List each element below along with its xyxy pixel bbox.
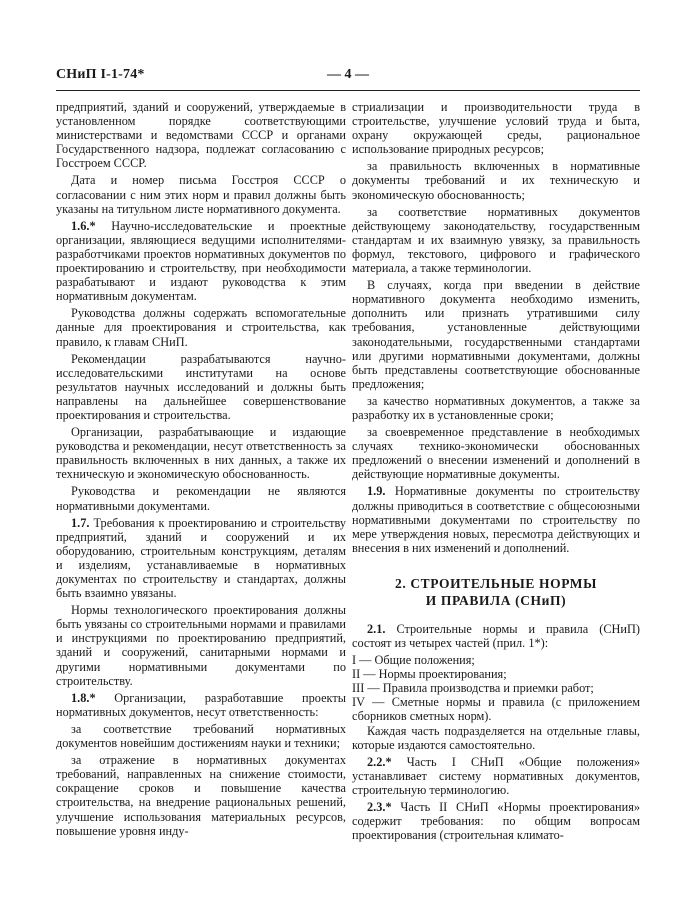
paragraph [352,484,640,554]
paragraph [352,800,640,842]
left-column [56,100,346,841]
paragraph [352,100,640,156]
paragraph [56,603,346,688]
paragraph-text: за правильность включенных в нормативные документы требований и их техническую и экономическую обоснованность; [352,159,640,202]
clause-number: 1.9. [367,484,386,499]
right-column [352,100,640,845]
paragraph-text: за соответствие нормативных документов действующему законодательству, государственным стандартам и их взаимную увязку, за правильность формул, текстового, цифрового и графического материала, а также терминологии. [352,204,640,276]
paragraph [56,753,346,838]
section-title-line-2: И ПРАВИЛА (СНиП) [425,592,567,608]
paragraph-text: Научно-исследовательские и проектные организации, являющиеся ведущими исполнителями-разработчиками проектов нормативных документов по проектированию и строительству, при необходимости разрабатывают и издают руководства к этим нормативным документам. [56,218,346,304]
paragraph [56,219,346,304]
document-id: СНиП I-1-74* [56,67,145,82]
list-item [352,681,640,695]
paragraph [56,722,346,750]
paragraph-text: Руководства должны содержать вспомогательные данные для проектирования и строительства, как правило, к главам СНиП. [56,306,346,349]
page-header [56,67,640,87]
header-rule [56,90,640,91]
paragraph [352,205,640,275]
paragraph [56,352,346,422]
clause-number: 2.2.* [367,754,392,769]
paragraph-text: Часть I СНиП «Общие положения» устанавливает систему нормативных документов, строительную терминологию. [352,754,640,797]
paragraph-text: Рекомендации разрабатываются научно-исследовательскими институтами на основе результатов научных исследований и должны быть направлены на дальнейшее совершенствование проектирования и строительства. [56,351,346,422]
clause-number: 1.7. [71,515,90,530]
paragraph-text: III — Правила производства и приемки работ; [352,681,594,696]
paragraph [352,278,640,391]
paragraph [352,755,640,797]
clause-number: 1.8.* [71,690,96,705]
paragraph [56,691,346,719]
paragraph-text: стриализации и производительности труда в строительстве, улучшение условий труда и быта, охрану окружающей среды, рациональное использование природных ресурсов; [352,100,640,157]
paragraph-text: за соответствие требований нормативных документов новейшим достижениям науки и техники; [56,721,346,751]
list-item [352,667,640,681]
paragraph [352,425,640,481]
list-item [352,695,640,723]
clause-number: 2.3.* [367,800,392,815]
paragraph [352,159,640,201]
paragraph-text: IV — Сметные нормы и правила (с приложением сборников сметных норм). [352,695,640,724]
paragraph [352,724,640,752]
section-title-line-1: 2. СТРОИТЕЛЬНЫЕ НОРМЫ [395,575,597,591]
paragraph [56,484,346,512]
paragraph-text: Нормы технологического проектирования должны быть увязаны со строительными нормами и правилами и инструкциями по проектированию предприятий, зданий и сооружений, санитарными нормами и другими нормативными документами по строительству. [56,603,346,688]
paragraph-text: Организации, разработавшие проекты нормативных документов, несут ответственность: [56,690,346,719]
paragraph [352,394,640,422]
paragraph [56,425,346,481]
paragraph-text: Организации, разрабатывающие и издающие руководства и рекомендации, несут ответственность за правильность включенных в них данных, а также их техническую и экономическую обоснованность. [56,425,346,482]
paragraph-text: Каждая часть подразделяется на отдельные главы, которые издаются самостоятельно. [352,723,640,752]
paragraph-text: II — Нормы проектирования; [352,667,507,682]
paragraph [56,306,346,348]
paragraph-text: В случаях, когда при введении в действие нормативного документа необходимо изменить, дополнить или признать утратившими силу требования, установленные действующими законодательными, государственными стандартами или другими нормативными документами, должны быть представлены соответствующие обоснованные предложения; [352,278,640,391]
page-number: — 4 — [327,67,369,82]
paragraph-text: за отражение в нормативных документах требований, направленных на снижение стоимости, сокращение сроков и повышение качества строительства, на внедрение рациональных решений, улучшение использования материальных ресурсов, повышение уровня инду- [56,753,346,838]
paragraph [56,100,346,170]
paragraph [56,516,346,601]
paragraph-text: Руководства и рекомендации не являются нормативными документами. [56,484,346,513]
paragraph-text: за своевременное представление в необходимых случаях технико-экономически обоснованных предложений о внесении изменений и дополнений в действующие нормативные документы. [352,425,640,482]
paragraph-text: Строительные нормы и правила (СНиП) состоят из четырех частей (прил. 1*): [352,621,640,650]
paragraph-text: за качество нормативных документов, а также за разработку их в установленные сроки; [352,393,640,422]
list-item [352,653,640,667]
clause-number: 1.6.* [71,218,96,233]
paragraph-text: Нормативные документы по строительству должны приводиться в соответствие с общесоюзными нормативными документами по строительству по мере утверждения новых, пересмотра действующих и внесения в них изменений и дополнений. [352,484,640,555]
section-title [352,575,640,609]
paragraph-text: Требования к проектированию и строительству предприятий, зданий и сооружений и их оборудованию, строительным конструкциям, деталям и изделиям, устанавливаемые в нормативных документах по строительству и стандартах, должны быть взаимно увязаны. [56,515,346,601]
paragraph-text: Часть II СНиП «Нормы проектирования» содержит требования: по общим вопросам проектирования (строительная климато- [352,800,640,843]
paragraph-text: I — Общие положения; [352,653,475,668]
paragraph-text: Дата и номер письма Госстроя СССР о согласовании с ним этих норм и правил должны быть указаны на титульном листе нормативного документа. [56,173,346,216]
paragraph [56,173,346,215]
paragraph-text: предприятий, зданий и сооружений, утверждаемые в установленном порядке соответствующими министерствами и ведомствами СССР и органами Государственного надзора, подлежат согласованию с Госстроем СССР. [56,100,346,171]
paragraph [352,622,640,650]
clause-number: 2.1. [367,621,386,636]
